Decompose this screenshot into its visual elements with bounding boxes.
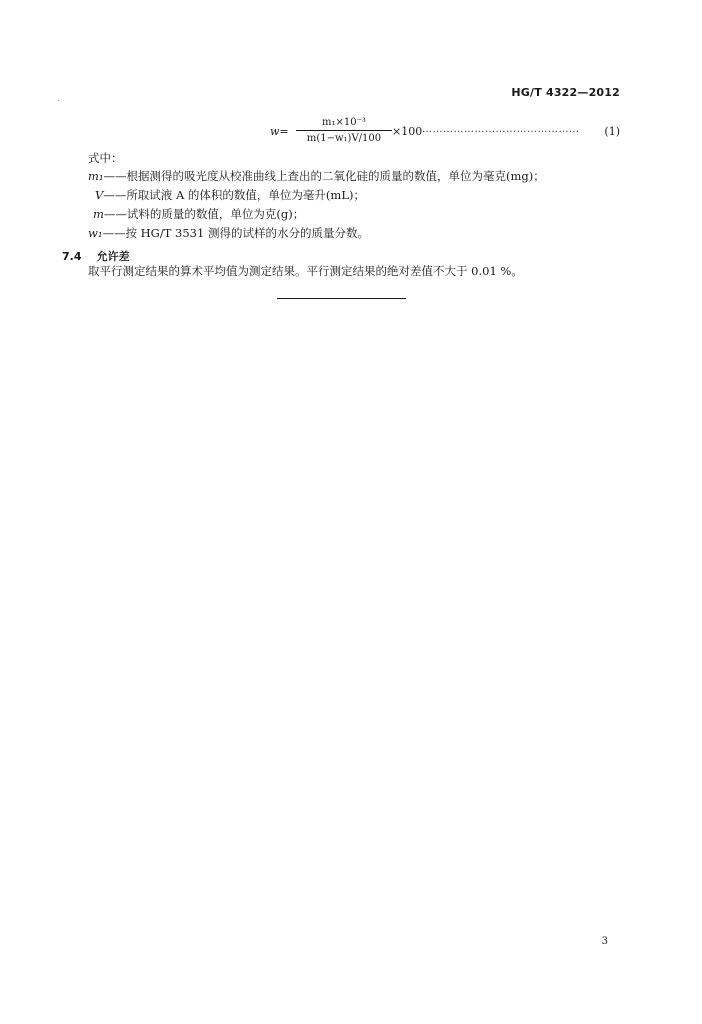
where-label: 式中：	[88, 151, 123, 165]
section-title: 允许差	[96, 250, 130, 263]
scan-speck	[58, 100, 59, 101]
formula-numerator: m₁×10⁻³	[322, 117, 366, 128]
formula-fraction	[296, 116, 392, 145]
end-rule	[277, 298, 406, 299]
page-number: 3	[601, 936, 608, 947]
formula-leader-dots: ………………………………………	[422, 124, 580, 135]
definition-symbol: m₁	[88, 169, 104, 183]
definition-text: ——所取试液 A 的体积的数值，单位为毫升(mL)；	[103, 188, 365, 202]
standard-code: HG/T 4322—2012	[511, 86, 620, 99]
definition-v	[95, 188, 365, 202]
fraction-bar	[296, 130, 392, 131]
formula-denominator: m(1−w₁)V/100	[306, 133, 382, 144]
section-number: 7.4	[62, 250, 82, 263]
definition-text: ——按 HG/T 3531 测得的试样的水分的质量分数。	[102, 226, 369, 240]
definition-m	[93, 207, 304, 221]
definition-symbol: w₁	[88, 226, 103, 240]
section-body: 取平行测定结果的算术平均值为测定结果。平行测定结果的绝对差值不大于 0.01 %。	[88, 264, 523, 278]
definition-symbol: m	[93, 207, 104, 221]
formula-multiplier: ×100	[392, 125, 423, 138]
definition-text: ——根据测得的吸光度从校准曲线上查出的二氧化硅的质量的数值，单位为毫克(mg)；	[103, 169, 545, 183]
definition-symbol: V	[95, 188, 104, 202]
section-heading	[62, 245, 130, 264]
formula-1	[270, 116, 620, 148]
definition-m1	[88, 169, 545, 183]
definition-w1	[88, 226, 369, 240]
equation-number: (1)	[604, 125, 620, 138]
definition-text: ——试料的质量的数值，单位为克(g)；	[103, 207, 305, 221]
formula-lhs: w=	[270, 125, 289, 138]
